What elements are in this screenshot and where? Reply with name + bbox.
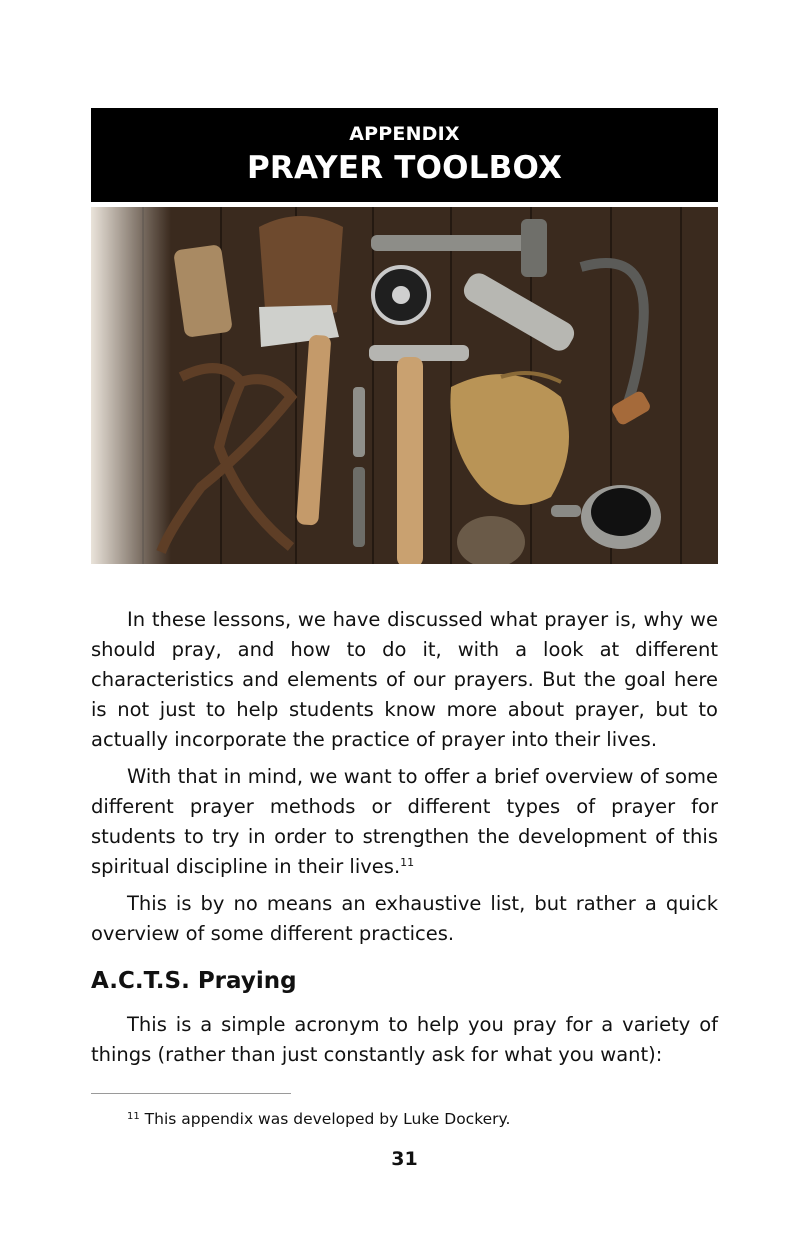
page-title: PRAYER TOOLBOX — [246, 150, 563, 186]
footnote-ref[interactable]: 11 — [400, 856, 415, 869]
paragraph: In these lessons, we have discussed what prayer is, why we should pray, and how to do it, with a look at different characteristics and elements of our prayers. But the goal here is not just to help students know more about prayer, but to actually incorporate the practice of prayer into their lives. — [91, 608, 718, 751]
paragraph: With that in mind, we want to offer a brief overview of some different prayer methods or different types of prayer for students to try in order to strengthen the development of this spiritual discipline in their lives.$^{11}$ — [91, 765, 718, 878]
footnote-text: This appendix was developed by Luke Dockery. — [144, 1110, 511, 1128]
footnote — [127, 1110, 510, 1128]
section-text — [91, 1010, 718, 1070]
title-banner — [91, 108, 718, 202]
paragraph: This is a simple acronym to help you pray for a variety of things (rather than just constantly ask for what you want): — [91, 1013, 718, 1066]
appendix-label: APPENDIX — [349, 123, 460, 145]
section-heading: A.C.T.S. Praying — [91, 968, 297, 994]
intro-text — [91, 605, 718, 956]
paragraph: This is by no means an exhaustive list, but rather a quick overview of some different practices. — [91, 892, 718, 945]
footnote-marker: 11 — [127, 1111, 140, 1122]
page-number: 31 — [391, 1148, 418, 1170]
tools-photo-icon — [91, 207, 718, 564]
footnote-divider — [91, 1093, 291, 1094]
